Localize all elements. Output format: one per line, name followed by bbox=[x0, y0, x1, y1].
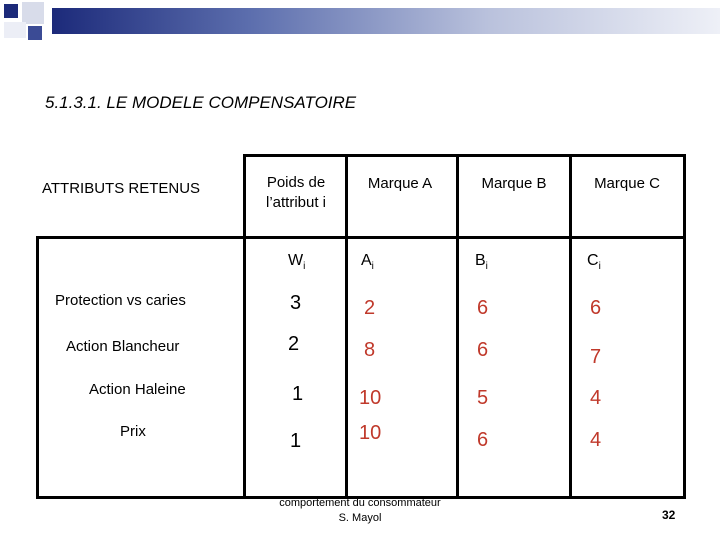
header-brand-a: Marque A bbox=[367, 175, 433, 192]
corner-square-1 bbox=[4, 4, 18, 18]
row-1-attribute: Protection vs caries bbox=[55, 292, 186, 309]
slide-title: 5.1.3.1. LE MODELE COMPENSATOIRE bbox=[45, 93, 357, 112]
row-2-brand-c: 7 bbox=[590, 346, 602, 368]
row-2-brand-a: 8 bbox=[364, 339, 376, 361]
grid-line-v2 bbox=[243, 156, 246, 498]
grid-line-v3 bbox=[345, 156, 348, 498]
row-3-brand-b: 5 bbox=[477, 387, 489, 409]
symbol-a: $A_i$ bbox=[361, 252, 374, 273]
row-1-weight: 3 bbox=[290, 292, 302, 314]
row-3-brand-c: 4 bbox=[590, 387, 602, 409]
row-2-brand-b: 6 bbox=[477, 339, 489, 361]
footer bbox=[262, 496, 458, 526]
page-number: 32 bbox=[662, 508, 676, 522]
row-3-weight: 1 bbox=[292, 383, 304, 405]
symbol-w: $W_i$ bbox=[288, 252, 306, 273]
row-1-brand-b: 6 bbox=[477, 297, 489, 319]
header-gradient-bar bbox=[52, 8, 720, 34]
grid-line-v4 bbox=[456, 156, 459, 498]
row-4-brand-b: 6 bbox=[477, 429, 489, 451]
header-attributes: ATTRIBUTS RETENUS bbox=[42, 180, 201, 197]
row-1-brand-c: 6 bbox=[590, 297, 602, 319]
row-4-attribute: Prix bbox=[120, 423, 146, 440]
symbol-b: $B_i$ bbox=[475, 252, 488, 273]
corner-square-3 bbox=[4, 22, 26, 38]
header-brand-c: Marque C bbox=[594, 175, 660, 192]
row-3-brand-a: 10 bbox=[359, 387, 382, 409]
footer-line-2: S. Mayol bbox=[338, 512, 382, 524]
grid-line-v5 bbox=[569, 156, 572, 498]
grid-line-v1 bbox=[36, 238, 39, 498]
row-4-brand-a: 10 bbox=[359, 422, 382, 444]
corner-square-4 bbox=[28, 26, 42, 40]
row-4-brand-c: 4 bbox=[590, 429, 602, 451]
row-4-weight: 1 bbox=[290, 430, 302, 452]
row-3-attribute: Action Haleine bbox=[89, 381, 186, 398]
grid-line-v6 bbox=[683, 156, 686, 498]
symbol-c: $C_i$ bbox=[587, 252, 601, 273]
corner-square-2 bbox=[22, 2, 44, 24]
footer-line-1: comportement du consommateur bbox=[279, 497, 441, 509]
row-2-attribute: Action Blancheur bbox=[66, 338, 180, 355]
row-1-brand-a: 2 bbox=[364, 297, 376, 319]
header-weight: Poids de l’attribut i bbox=[265, 174, 327, 211]
row-2-weight: 2 bbox=[288, 333, 300, 355]
grid-line-header bbox=[36, 236, 686, 239]
header-brand-b: Marque B bbox=[481, 175, 547, 192]
grid-line-top bbox=[243, 154, 686, 157]
